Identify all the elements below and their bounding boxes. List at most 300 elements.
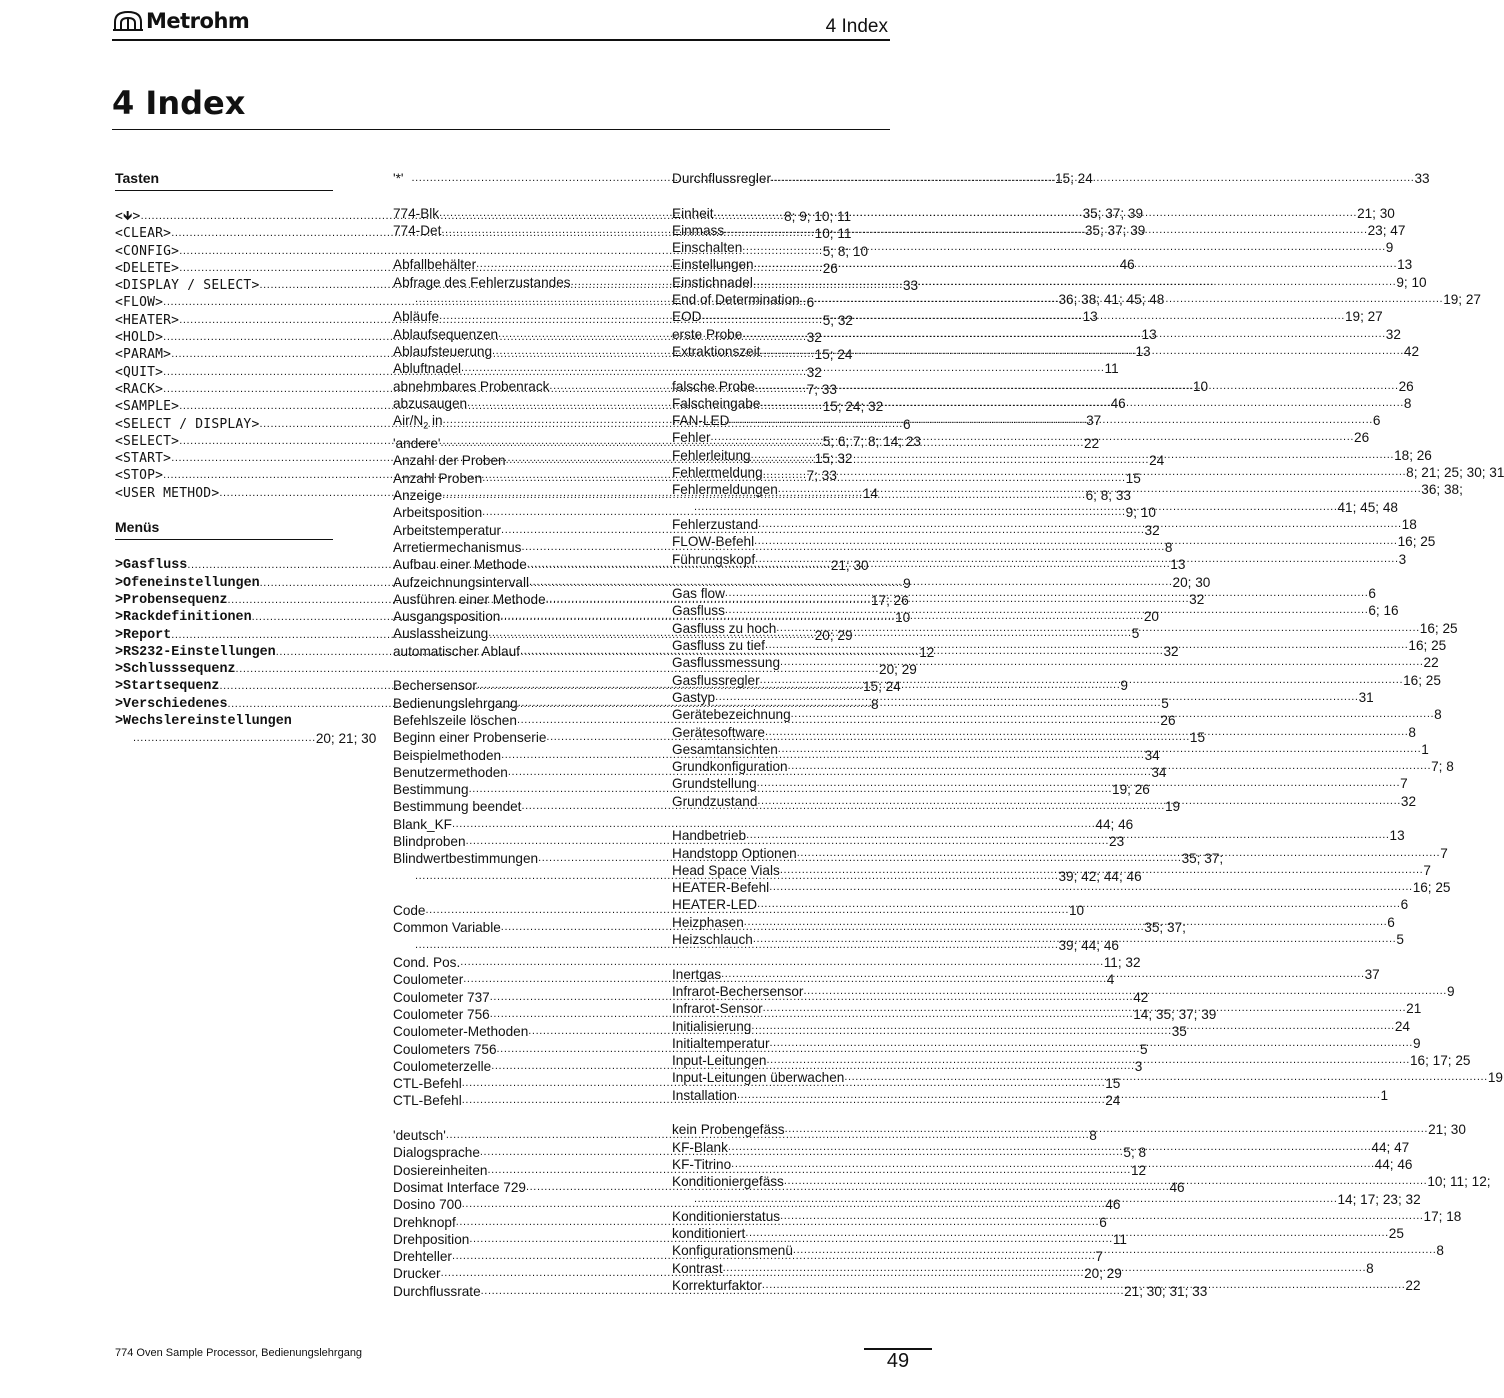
index-pages: 46 xyxy=(1110,395,1126,411)
page-title: 4 Index xyxy=(112,84,246,122)
index-term: Handstopp Optionen xyxy=(672,845,797,861)
index-pages: 6 xyxy=(1372,413,1381,429)
index-term: Durchflussrate xyxy=(393,1283,481,1299)
index-pages: 26 xyxy=(1354,430,1370,446)
index-term: >Report xyxy=(115,627,172,643)
index-pages: 4 xyxy=(1106,972,1115,988)
index-pages: 6 xyxy=(902,416,911,432)
index-term: Ausgangsposition xyxy=(393,609,501,625)
index-term: Bechersensor xyxy=(393,678,477,694)
index-pages: 11 xyxy=(1112,1231,1127,1247)
index-pages: 17; 18 xyxy=(1423,1208,1462,1224)
index-pages: 32 xyxy=(806,330,822,346)
index-entry xyxy=(672,879,1451,896)
index-pages: 15; 24; 32 xyxy=(822,399,884,415)
index-term: Gasflussregler xyxy=(672,672,760,688)
index-term: KF-Titrino xyxy=(672,1156,732,1172)
index-pages: 11; 32 xyxy=(1103,955,1141,971)
metrohm-logo-icon xyxy=(112,8,144,34)
index-entry: '*' ..... 15; 24 xyxy=(393,170,608,187)
index-term: Auslassheizung xyxy=(393,626,489,642)
index-term: Coulometer 737 xyxy=(393,989,490,1005)
index-pages: 5; 8 xyxy=(1123,1145,1147,1161)
index-term: Abläufe xyxy=(393,309,440,325)
index-term: Gas flow xyxy=(672,586,725,602)
index-pages: 26 xyxy=(1398,378,1414,394)
index-entry: Durchflussregler ..... 33 xyxy=(672,170,888,187)
index-term: Arretiermechanismus xyxy=(393,539,522,555)
index-pages: 9 xyxy=(1120,678,1128,694)
index-pages: 14; 35; 37; 39 xyxy=(1133,1006,1217,1022)
index-pages: 8 xyxy=(1164,539,1173,555)
index-pages: 35 xyxy=(1171,1024,1187,1040)
index-pages: 10 xyxy=(1068,903,1085,919)
index-pages: 19 xyxy=(1164,799,1181,815)
index-term: Drehposition xyxy=(393,1231,470,1247)
index-pages: 44; 46 xyxy=(1095,816,1134,832)
index-pages: 46 xyxy=(1119,257,1135,273)
index-term: Heizphasen xyxy=(672,914,744,930)
index-term: <STOP> xyxy=(115,468,164,484)
index-pages: 13 xyxy=(1082,309,1098,325)
footer-title: 774 Oven Sample Processor, Bedienungslehrgang xyxy=(115,1347,363,1359)
index-term: Grundkonfiguration xyxy=(672,759,788,775)
index-pages: 32 xyxy=(1144,522,1160,538)
index-term: 'andere' xyxy=(393,436,441,452)
index-pages: 21; 30 xyxy=(1428,1122,1466,1138)
index-pages: 10 xyxy=(1192,378,1209,394)
index-term: Initialisierung xyxy=(672,1018,752,1034)
index-entry-continuation: ..... 39; 44; 46 xyxy=(393,937,608,954)
index-pages: 13 xyxy=(1389,828,1405,844)
index-pages: 13 xyxy=(1135,343,1151,359)
index-entry xyxy=(672,1035,1421,1052)
index-term: 'deutsch' xyxy=(393,1128,446,1144)
index-pages: 9 xyxy=(1446,983,1455,999)
brand-logo xyxy=(112,8,249,34)
index-pages: 12 xyxy=(919,644,935,660)
index-term: Blindwertbestimmungen xyxy=(393,851,539,867)
index-pages: 22 xyxy=(1423,655,1439,671)
index-pages: 5 xyxy=(1131,626,1140,642)
index-pages: 9; 10 xyxy=(1125,505,1156,521)
title-rule xyxy=(112,129,890,130)
index-pages: 25 xyxy=(1388,1226,1404,1242)
index-pages: 11 xyxy=(1104,361,1119,377)
index-term: Input-Leitungen überwachen xyxy=(672,1070,845,1086)
index-term: Coulometer 756 xyxy=(393,1006,490,1022)
index-term: Infrarot-Bechersensor xyxy=(672,983,804,999)
index-pages: 5; 8; 10 xyxy=(822,243,869,259)
index-term: Heizschlauch xyxy=(672,932,753,948)
index-term: Ablaufsteuerung xyxy=(393,343,493,359)
index-pages: 32 xyxy=(1163,643,1179,659)
index-pages: 20 xyxy=(1143,609,1159,625)
index-pages: 23 xyxy=(1109,834,1125,849)
index-pages: 31 xyxy=(1358,689,1374,705)
index-entry-continuation: ..... 36; 38; 41; 45; 48 xyxy=(393,291,608,308)
index-term: Einmass xyxy=(672,222,725,238)
index-pages: 3 xyxy=(1398,551,1407,567)
index-entry xyxy=(672,1242,1444,1259)
index-term: Fehlerzustand xyxy=(672,516,759,532)
index-term: Befehlszeile löschen xyxy=(393,712,517,728)
index-term: <FLOW> xyxy=(115,295,164,311)
index-pages: 7; 8 xyxy=(1431,759,1454,775)
index-pages: 21; 30 xyxy=(1357,205,1395,221)
index-entry xyxy=(672,620,1458,637)
index-term: Infrarot-Sensor xyxy=(672,1001,763,1017)
index-entry xyxy=(672,1208,1462,1225)
index-pages: 9 xyxy=(1385,240,1394,256)
index-term: Coulometers 756 xyxy=(393,1041,497,1057)
index-pages: 46 xyxy=(1105,1197,1121,1213)
index-pages: 5 xyxy=(1140,1041,1148,1057)
index-pages: 13 xyxy=(1170,557,1186,573)
index-term: Einheit xyxy=(672,205,714,221)
index-pages: 7; 33 xyxy=(806,381,837,397)
index-term: Coulometerzelle xyxy=(393,1058,492,1074)
index-term: KF-Blank xyxy=(672,1139,728,1155)
index-pages: 24 xyxy=(1394,1018,1410,1034)
index-pages: 3 xyxy=(1134,1058,1143,1074)
index-pages: 7 xyxy=(1440,845,1448,861)
index-entry xyxy=(672,239,1394,256)
index-term: Korrekturfaktor xyxy=(672,1278,762,1293)
index-pages: 6 xyxy=(1368,586,1376,602)
index-term: Initialtemperatur xyxy=(672,1035,770,1051)
index-term: Bestimmung beendet xyxy=(393,799,522,815)
index-term: >Ofeneinstellungen xyxy=(115,575,260,591)
index-pages: 6; 8; 33 xyxy=(1085,488,1131,504)
index-term: Dosino 700 xyxy=(393,1197,462,1213)
index-term: Anzahl Proben xyxy=(393,470,483,486)
index-pages: 5 xyxy=(1396,932,1404,948)
index-term: Gasfluss zu hoch xyxy=(672,620,777,636)
index-term: abnehmbares Probenrack xyxy=(393,378,550,394)
index-term: <SELECT> xyxy=(115,433,180,449)
index-pages: 9; 10 xyxy=(1396,274,1427,290)
index-term: Benutzermethoden xyxy=(393,764,508,780)
index-pages: 24 xyxy=(1149,453,1165,469)
index-pages: 17; 26 xyxy=(870,592,909,608)
index-pages: 18 xyxy=(1401,516,1417,532)
index-pages: 35; 37; 39 xyxy=(1082,205,1144,221)
index-pages: 9 xyxy=(1412,1035,1421,1051)
index-pages: 20; 30 xyxy=(1172,574,1211,590)
index-term: <HEATER> xyxy=(115,312,180,328)
index-pages: 5; 6; 7; 8; 14; 23 xyxy=(822,433,921,449)
index-term: Gerätesoftware xyxy=(672,724,765,740)
index-pages: 6 xyxy=(806,295,815,311)
index-term: CTL-Befehl xyxy=(393,1093,462,1109)
index-pages: 35; 37; xyxy=(1144,920,1186,936)
index-term: automatischer Ablauf xyxy=(393,643,520,659)
index-pages: 20; 29 xyxy=(814,627,853,643)
index-term: Drehknopf xyxy=(393,1214,456,1230)
index-term: >Rackdefinitionen xyxy=(115,610,252,626)
index-pages: 7; 33 xyxy=(806,468,837,484)
index-pages: 35; 37; 39 xyxy=(1084,222,1146,238)
index-pages: 19 xyxy=(1487,1070,1503,1086)
index-pages: 7 xyxy=(1423,862,1431,878)
index-pages: 22 xyxy=(1405,1278,1421,1293)
index-term: Fehlermeldung xyxy=(672,465,763,481)
index-pages: 8 xyxy=(1434,707,1442,723)
index-term: Head Space Vials xyxy=(672,862,780,878)
index-term: Inertgas xyxy=(672,966,722,982)
index-term: Cond. Pos. xyxy=(393,955,461,971)
index-term: Gesamtansichten xyxy=(672,741,778,757)
index-entry-continuation: ..... 14; 17; 23; 32 xyxy=(672,1191,888,1208)
header-section: 4 Index xyxy=(825,16,888,37)
index-term: Beispielmethoden xyxy=(393,747,502,763)
index-entry-continuation: ..... 39; 42; 44; 46 xyxy=(393,868,608,885)
index-term: Gasfluss xyxy=(672,603,725,619)
index-term: Handbetrieb xyxy=(672,828,747,844)
index-term: HEATER-LED xyxy=(672,897,758,913)
index-term: Führungskopf xyxy=(672,551,756,567)
index-pages: 13 xyxy=(1397,257,1413,273)
index-pages: 33 xyxy=(902,278,919,294)
index-term: Grundstellung xyxy=(672,776,757,792)
index-term: Drehteller xyxy=(393,1249,452,1265)
index-term: Blindproben xyxy=(393,834,466,849)
index-term: Bestimmung xyxy=(393,782,469,798)
section-head-tasten: Tasten xyxy=(115,170,333,191)
index-pages: 1 xyxy=(1380,1087,1389,1103)
index-pages: 44; 47 xyxy=(1371,1139,1410,1155)
index-pages: 18; 26 xyxy=(1394,447,1432,463)
index-term: End of Determination xyxy=(672,292,800,308)
index-term: HEATER-Befehl xyxy=(672,880,770,896)
index-term: Arbeitsposition xyxy=(393,505,483,521)
section-head-menus: Menüs xyxy=(115,519,333,540)
index-term: kein Probengefäss xyxy=(672,1122,785,1138)
index-term: Konfigurationsmenü xyxy=(672,1243,793,1259)
index-term: CTL-Befehl xyxy=(393,1076,462,1092)
index-pages: 15; 32 xyxy=(814,451,853,467)
index-pages: 42 xyxy=(1403,343,1420,359)
index-pages: 10; 11; 12; xyxy=(1427,1174,1491,1190)
index-pages: 21 xyxy=(1406,1001,1422,1017)
index-term: >Probensequenz xyxy=(115,592,228,608)
index-term: Arbeitstemperatur xyxy=(393,522,502,538)
index-term: Gerätebezeichnung xyxy=(672,707,791,723)
index-term: <DISPLAY / SELECT> xyxy=(115,278,260,294)
index-pages: 15 xyxy=(1125,470,1141,486)
index-entry-continuation: ..... 41; 45; 48 xyxy=(672,499,888,516)
index-entry xyxy=(672,966,1380,983)
index-pages: 44; 46 xyxy=(1374,1156,1413,1172)
index-term: Gasflussmessung xyxy=(672,655,781,671)
index-term: FAN-LED xyxy=(672,413,730,429)
index-term: 774-Blk xyxy=(393,205,440,221)
index-term: <DELETE> xyxy=(115,260,180,276)
index-pages: 16; 25 xyxy=(1397,534,1436,550)
index-term: Coulometer xyxy=(393,972,464,988)
index-pages: 16; 25 xyxy=(1419,620,1458,636)
index-term: Einstellungen xyxy=(672,257,754,273)
index-term: Common Variable xyxy=(393,920,501,936)
index-term: FLOW-Befehl xyxy=(672,534,755,550)
index-pages: 32 xyxy=(1189,591,1205,607)
index-term: abzusaugen xyxy=(393,395,468,411)
index-entry: Abfrage des Fehlerzustandes ..... xyxy=(393,274,608,291)
index-pages: 15; 24 xyxy=(814,347,853,363)
index-term: Code xyxy=(393,903,426,919)
index-pages: 15 xyxy=(1105,1076,1121,1092)
index-term: Grundzustand xyxy=(672,793,758,809)
index-term: Einstichnadel xyxy=(672,274,753,290)
index-term: <PARAM> xyxy=(115,347,172,363)
index-entry xyxy=(115,713,333,730)
index-term: <RACK> xyxy=(115,381,164,397)
index-pages: 24 xyxy=(1105,1093,1121,1109)
index-term: Aufbau einer Methode xyxy=(393,557,527,573)
index-term: 774-Det xyxy=(393,222,442,238)
index-pages: 21; 30; 31; 33 xyxy=(1124,1283,1208,1299)
index-entry xyxy=(393,1196,1121,1213)
index-entry: Air/$N_2$ in ..... 37 xyxy=(393,412,608,435)
index-term: Input-Leitungen xyxy=(672,1053,767,1069)
index-pages: 19; 27 xyxy=(1443,292,1481,308)
index-continuation: .................................................. 20; 21; 30 xyxy=(133,731,377,747)
index-term: Blank_KF xyxy=(393,816,452,832)
index-pages: 16; 25 xyxy=(1403,672,1441,688)
index-pages: 8 xyxy=(1408,724,1416,740)
index-term: Gasfluss zu tief xyxy=(672,638,765,654)
index-pages: 34 xyxy=(1144,747,1160,763)
index-pages: 8 xyxy=(1403,395,1412,411)
index-term: Einschalten xyxy=(672,240,743,256)
index-pages: 8 xyxy=(1366,1260,1374,1276)
page-number: 49 xyxy=(886,1350,910,1372)
index-term: Beginn einer Probenserie xyxy=(393,730,547,746)
index-term: Abfallbehälter xyxy=(393,257,477,273)
brand-name: Metrohm xyxy=(146,9,250,33)
index-pages: 16; 17; 25 xyxy=(1409,1053,1471,1069)
index-term: Gastyp xyxy=(672,689,716,705)
index-pages: 8 xyxy=(1089,1128,1097,1144)
index-term: Drucker xyxy=(393,1266,441,1282)
index-term: Dosimat Interface 729 xyxy=(393,1179,526,1195)
index-pages: 23; 47 xyxy=(1367,222,1406,238)
index-pages: 9 xyxy=(903,575,911,591)
index-entry xyxy=(672,689,1374,706)
index-pages: 10; 11 xyxy=(814,226,852,242)
header-rule xyxy=(112,39,890,41)
index-pages: 22 xyxy=(1084,436,1100,452)
index-term: Coulometer-Methoden xyxy=(393,1024,529,1040)
index-pages: 5; 32 xyxy=(822,312,853,328)
index-entry xyxy=(672,1121,1466,1138)
index-pages: 15 xyxy=(1189,730,1206,746)
index-term: <QUIT> xyxy=(115,364,164,380)
index-term: <SAMPLE> xyxy=(115,399,180,415)
index-pages: 6 xyxy=(1387,914,1395,930)
index-pages: 7 xyxy=(1400,776,1408,792)
index-term: <START> xyxy=(115,451,172,467)
index-term: Anzeige xyxy=(393,488,443,504)
index-term: <CLEAR> xyxy=(115,226,172,242)
index-pages: 6; 16 xyxy=(1368,603,1399,619)
index-pages: 5 xyxy=(1161,695,1169,711)
index-term: Falscheingabe xyxy=(672,395,761,411)
index-pages: 8; 21; 25; 30; 31 xyxy=(1406,465,1504,481)
index-term: <SELECT / DISPLAY> xyxy=(115,416,260,432)
index-term: <🡻> xyxy=(115,209,141,224)
index-entry xyxy=(393,816,1134,833)
index-term: >Startsequenz xyxy=(115,679,220,695)
index-term: erste Probe xyxy=(672,326,743,342)
index-pages: 21; 30 xyxy=(830,558,869,574)
index-term: Anzahl der Proben xyxy=(393,453,506,469)
index-pages: 15; 24 xyxy=(862,679,901,695)
index-term: Aufzeichnungsintervall xyxy=(393,574,530,590)
index-pages: 32 xyxy=(1385,326,1401,342)
index-pages: 12 xyxy=(1130,1162,1147,1178)
index-term: konditioniert xyxy=(672,1226,746,1242)
index-pages: 34 xyxy=(1151,764,1167,780)
index-term: >Wechslereinstellungen xyxy=(115,714,292,730)
index-pages: 16; 25 xyxy=(1412,880,1451,896)
index-pages: 8; 9; 10; 11 xyxy=(784,209,852,224)
index-term: Ausführen einer Methode xyxy=(393,591,546,607)
index-pages: 13 xyxy=(1141,326,1157,342)
index-entry xyxy=(393,504,1156,521)
index-term: Dialogsprache xyxy=(393,1145,480,1161)
index-term: <CONFIG> xyxy=(115,243,180,259)
index-entry xyxy=(672,533,1436,550)
index-pages: 42 xyxy=(1133,989,1149,1005)
index-pages: 36; 38; xyxy=(1421,482,1463,498)
index-pages: 1 xyxy=(1421,741,1429,757)
index-pages: 19; 27 xyxy=(1344,309,1383,325)
index-term: EOD xyxy=(672,309,702,325)
index-pages: 7 xyxy=(1095,1249,1103,1265)
index-term: Fehlerleitung xyxy=(672,447,751,463)
index-term: Dosiereinheiten xyxy=(393,1162,488,1178)
index-term: Fehler xyxy=(672,430,711,446)
index-pages: 10 xyxy=(895,610,911,626)
index-pages: 32 xyxy=(806,364,822,380)
index-pages: 8 xyxy=(870,696,879,712)
index-term: >Verschiedenes xyxy=(115,696,228,712)
index-pages: 20; 29 xyxy=(1084,1266,1122,1282)
index-term: Abluftnadel xyxy=(393,361,462,377)
index-pages: 14 xyxy=(862,485,878,501)
index-term: Extraktionszeit xyxy=(672,343,761,359)
index-pages: 6 xyxy=(1400,897,1409,913)
index-pages: 26 xyxy=(822,260,838,276)
index-entry xyxy=(393,574,1211,591)
index-term: >Schlusssequenz xyxy=(115,662,236,678)
index-term: <USER METHOD> xyxy=(115,485,220,501)
index-term: Konditionierstatus xyxy=(672,1208,781,1224)
index-term: falsche Probe xyxy=(672,378,756,394)
index-term: >RS232-Einstellungen xyxy=(115,644,276,660)
index-pages: 37 xyxy=(1364,966,1380,982)
index-pages: 16; 25 xyxy=(1408,638,1447,654)
index-pages: 8 xyxy=(1436,1243,1444,1259)
index-term: Fehlermeldungen xyxy=(672,482,778,498)
index-pages: 46 xyxy=(1169,1179,1185,1195)
index-pages: 26 xyxy=(1160,712,1176,728)
index-pages: 32 xyxy=(1400,793,1417,809)
index-pages: 35; 37; xyxy=(1181,851,1224,867)
index-pages: 19; 26 xyxy=(1112,782,1150,798)
